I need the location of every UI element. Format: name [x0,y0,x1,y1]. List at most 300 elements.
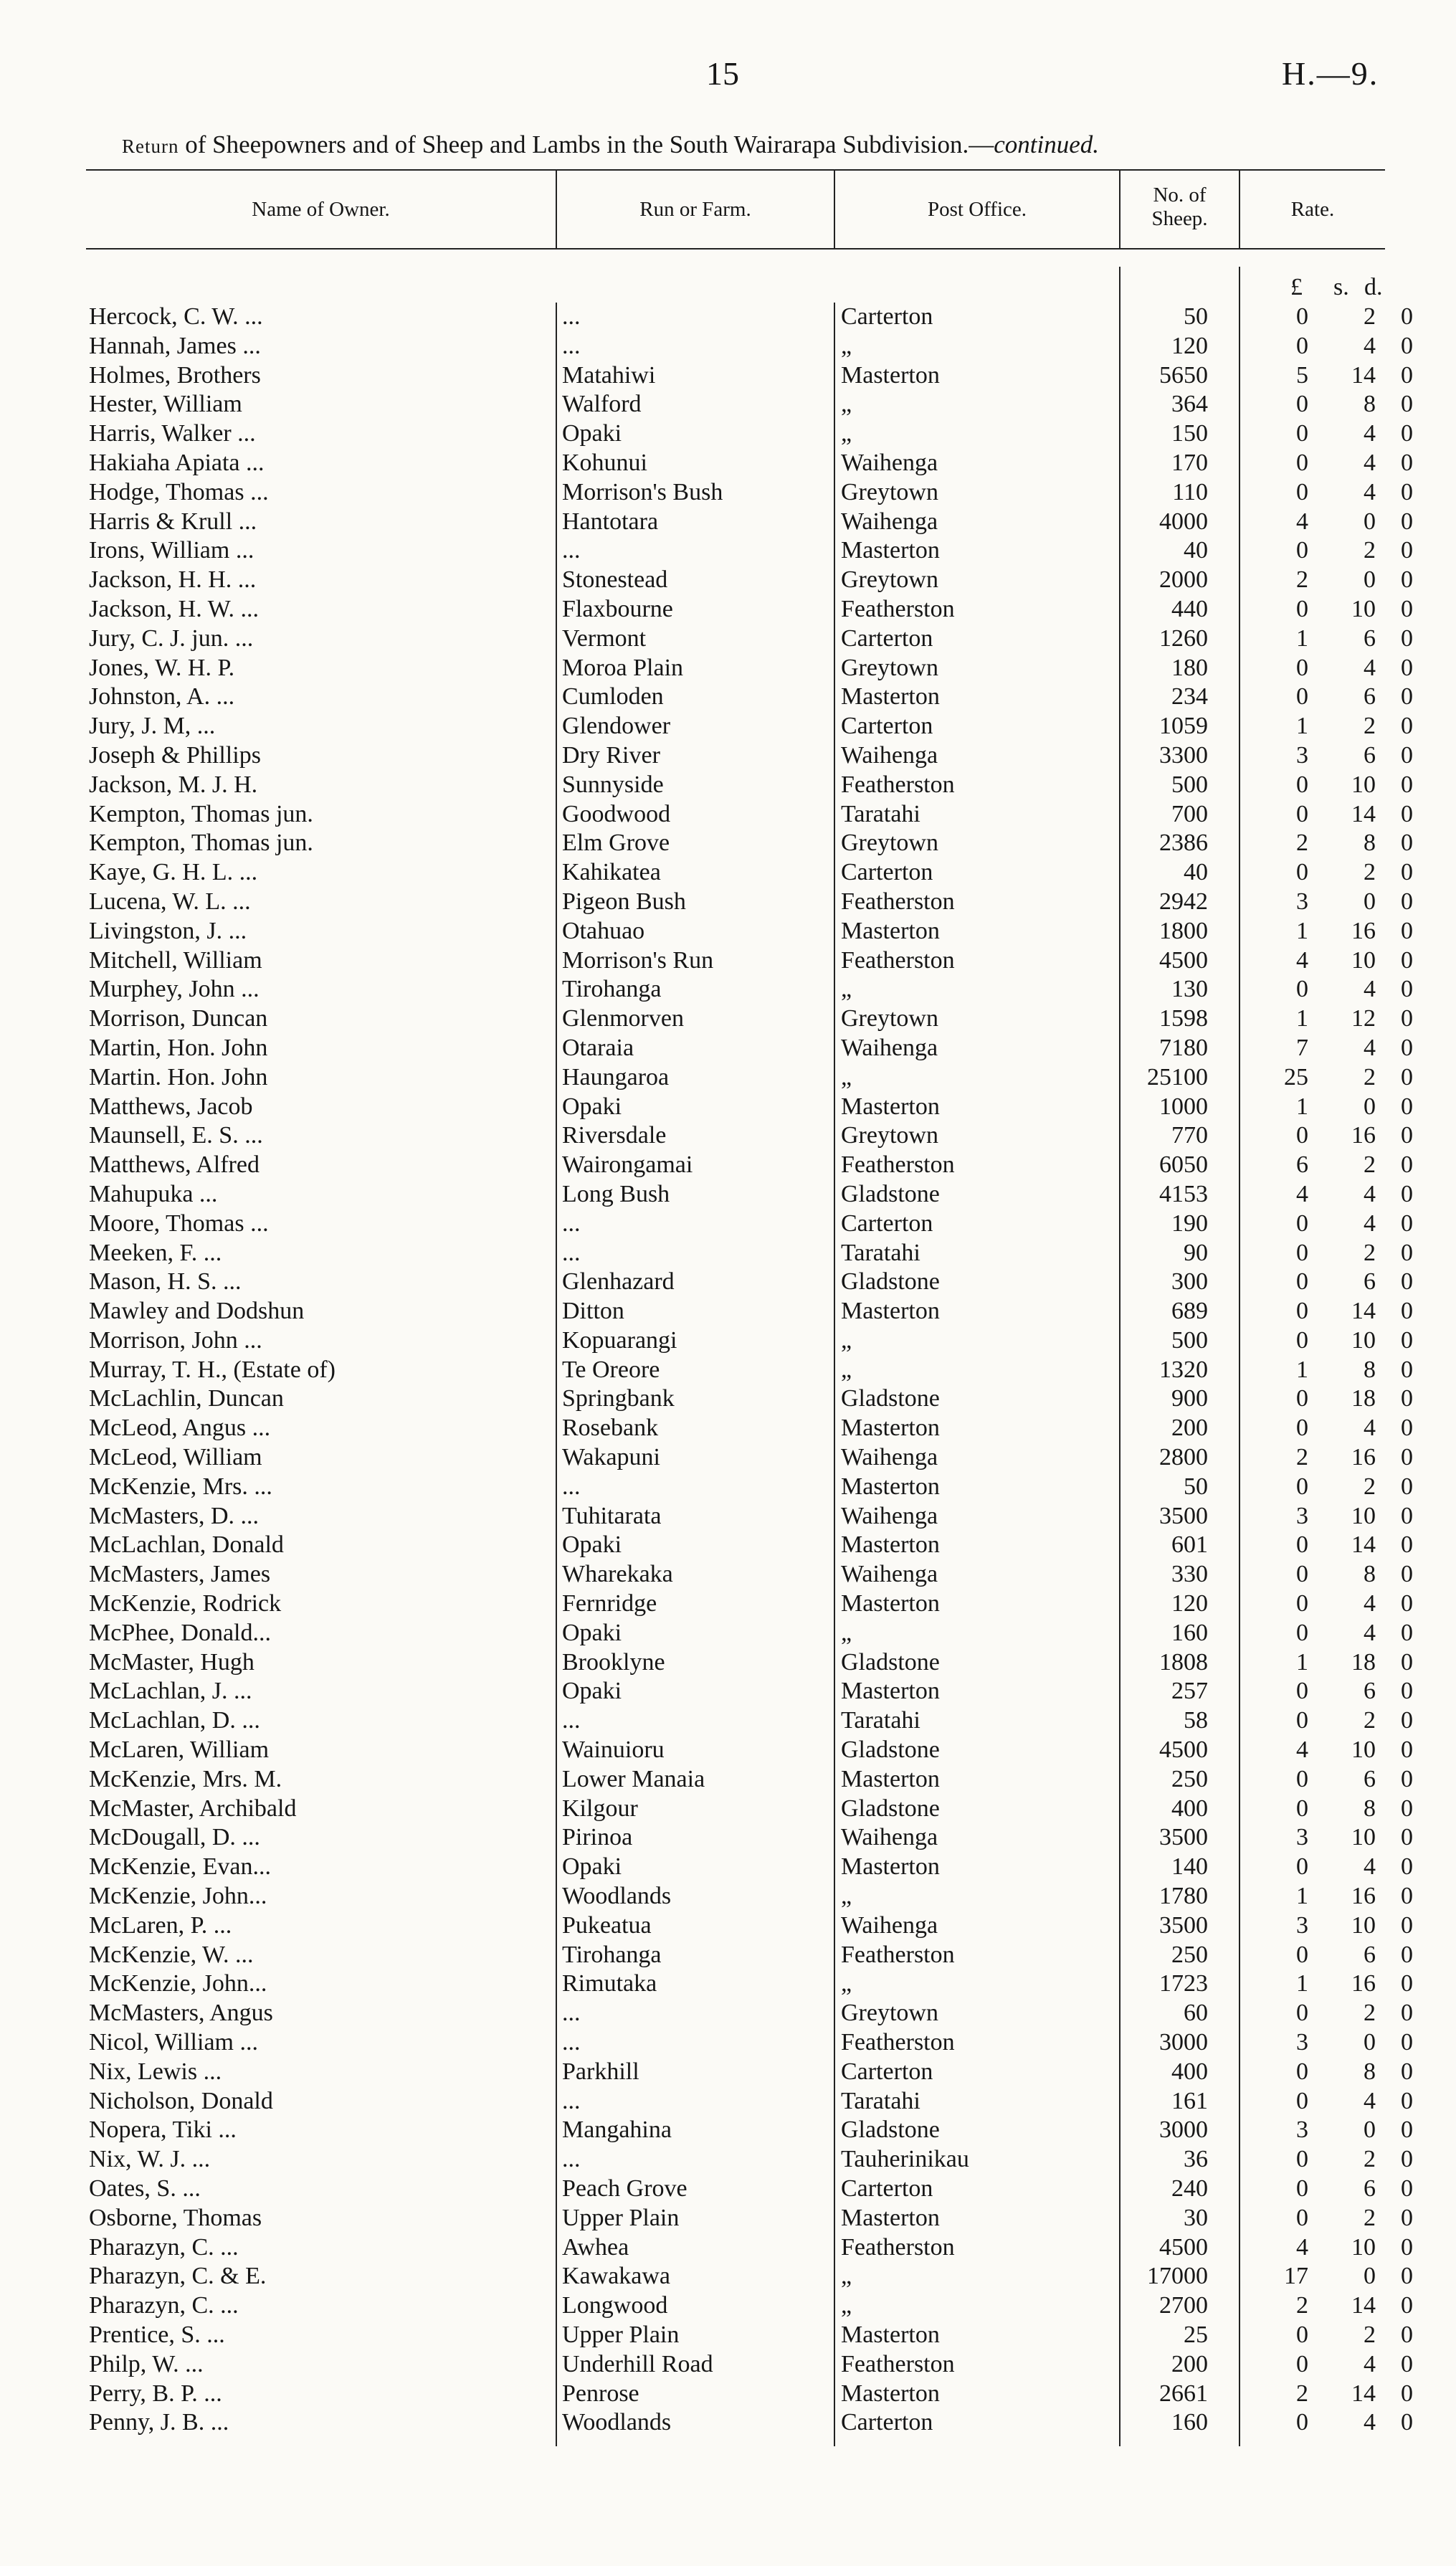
post-office: Carterton [841,2058,933,2085]
rate-pounds: 0 [1296,2175,1308,2202]
rate-shillings: 4 [1364,1415,1376,1442]
run-or-farm: Tuhitarata [562,1502,662,1529]
sheep-count: 2661 [1159,2380,1208,2407]
run-or-farm: ... [562,1239,581,1266]
sheep-count: 1780 [1159,1883,1208,1910]
post-office: Greytown [841,566,938,594]
post-office: Greytown [841,654,938,681]
sheep-count: 1059 [1159,713,1208,740]
table-row [0,1034,1456,1063]
run-or-farm: Underhill Road [562,2350,713,2377]
post-office: „ [841,1970,852,1997]
sheep-count: 1000 [1159,1093,1208,1120]
unit-shillings: s. [1333,274,1349,300]
rate-shillings: 8 [1364,1795,1376,1822]
table-row [0,2408,1456,2438]
column-header-sheep-line1: No. of [1153,184,1207,206]
table-row [0,1063,1456,1093]
table-row [0,1356,1456,1385]
rate-shillings: 10 [1351,1911,1376,1939]
rate-pence: 0 [1401,654,1413,681]
rate-pounds: 0 [1296,1590,1308,1617]
post-office: Gladstone [841,1268,940,1296]
rate-pounds: 0 [1296,1531,1308,1559]
sheep-count: 689 [1171,1298,1208,1325]
table-row [0,741,1456,771]
table-row [0,654,1456,683]
sheep-count: 240 [1171,2175,1208,2202]
rate-pounds: 0 [1296,332,1308,359]
sheep-count: 90 [1184,1239,1208,1266]
rate-shillings: 8 [1364,2058,1376,2085]
post-office: Gladstone [841,2116,940,2144]
rate-pounds: 0 [1296,1561,1308,1588]
post-office: Masterton [841,2380,940,2407]
run-or-farm: Dry River [562,741,660,769]
sheep-count: 2700 [1159,2292,1208,2319]
rate-pounds: 0 [1296,2409,1308,2436]
rate-pounds: 0 [1296,2087,1308,2114]
rate-pounds: 0 [1296,1619,1308,1646]
table-row [0,1999,1456,2028]
sheep-count: 2386 [1159,830,1208,857]
sheep-count: 3500 [1159,1824,1208,1851]
sheep-count: 5650 [1159,361,1208,389]
rate-shillings: 8 [1364,1356,1376,1383]
table-row [0,1531,1456,1560]
sheep-count: 4500 [1159,946,1208,974]
sheep-count: 30 [1184,2204,1208,2231]
rate-pence: 0 [1401,2000,1413,2027]
post-office: Gladstone [841,1180,940,1207]
rate-pounds: 0 [1296,391,1308,418]
table-row [0,975,1456,1004]
rate-pounds: 0 [1296,1326,1308,1354]
run-or-farm: Opaki [562,1619,622,1646]
sheep-count: 257 [1171,1678,1208,1705]
rate-pounds: 0 [1296,654,1308,681]
table-row [0,1180,1456,1210]
sheep-count: 1723 [1159,1970,1208,1997]
table-row [0,624,1456,654]
rate-pence: 0 [1401,2233,1413,2261]
run-or-farm: Parkhill [562,2058,639,2085]
run-or-farm: Rimutaka [562,1970,657,1997]
post-office: Masterton [841,917,940,944]
rate-shillings: 14 [1351,800,1376,827]
rate-pence: 0 [1401,1853,1413,1881]
run-or-farm: Opaki [562,1093,622,1120]
rate-pounds: 3 [1296,888,1308,915]
table-row [0,449,1456,478]
owner-name: McLachlan, D. ... [89,1707,260,1734]
sheep-count: 50 [1184,1473,1208,1500]
rate-pounds: 0 [1296,1122,1308,1149]
rate-shillings: 6 [1364,1941,1376,1968]
sheep-count: 150 [1171,420,1208,447]
run-or-farm: ... [562,303,581,330]
owner-name: Hakiaha Apiata ... [89,449,265,476]
sheep-count: 58 [1184,1707,1208,1734]
owner-name: Mahupuka ... [89,1180,218,1207]
rate-pence: 0 [1401,1444,1413,1471]
run-or-farm: Stonestead [562,566,668,594]
rate-shillings: 6 [1364,1678,1376,1705]
owner-name: Holmes, Brothers [89,361,261,389]
rate-pounds: 2 [1296,2292,1308,2319]
run-or-farm: Tirohanga [562,976,662,1003]
owner-name: Oates, S. ... [89,2175,201,2202]
rate-shillings: 6 [1364,624,1376,652]
sheep-count: 234 [1171,683,1208,711]
post-office: Gladstone [841,1736,940,1764]
rate-pence: 0 [1401,2204,1413,2231]
owner-name: McLachlan, J. ... [89,1678,252,1705]
owner-name: McKenzie, Evan... [89,1853,271,1881]
post-office: Featherston [841,1941,955,1968]
rate-pounds: 0 [1296,1941,1308,1968]
rate-pounds: 0 [1296,771,1308,798]
rate-pounds: 0 [1296,1415,1308,1442]
rate-pence: 0 [1401,1824,1413,1851]
rate-pounds: 0 [1296,420,1308,447]
rate-pounds: 3 [1296,2116,1308,2144]
run-or-farm: Kahikatea [562,859,661,886]
owner-name: McMaster, Hugh [89,1648,254,1676]
sheep-count: 50 [1184,303,1208,330]
rate-shillings: 6 [1364,683,1376,711]
run-or-farm: Otaraia [562,1034,634,1061]
table-row [0,2233,1456,2263]
unit-pounds: £ [1290,274,1303,300]
table-row [0,1121,1456,1151]
owner-name: Mason, H. S. ... [89,1268,242,1296]
sheep-count: 160 [1171,2409,1208,2436]
run-or-farm: Glendower [562,713,671,740]
rate-pounds: 2 [1296,566,1308,594]
rate-pence: 0 [1401,1063,1413,1090]
rate-shillings: 12 [1351,1005,1376,1032]
post-office: „ [841,420,852,447]
sheep-count: 40 [1184,859,1208,886]
rate-shillings: 2 [1364,2321,1376,2348]
table-row [0,771,1456,800]
rate-shillings: 4 [1364,2409,1376,2436]
rate-shillings: 2 [1364,713,1376,740]
run-or-farm: Otahuao [562,917,645,944]
rate-pounds: 4 [1296,2233,1308,2261]
sheep-count: 3500 [1159,1911,1208,1939]
run-or-farm: Te Oreore [562,1356,660,1383]
owner-name: McMasters, James [89,1561,271,1588]
rate-pence: 0 [1401,2087,1413,2114]
rate-shillings: 2 [1364,1151,1376,1179]
post-office: „ [841,1619,852,1646]
post-office: Featherston [841,771,955,798]
table-row [0,2291,1456,2321]
rate-pounds: 2 [1296,830,1308,857]
sheep-count: 3500 [1159,1502,1208,1529]
rate-shillings: 2 [1364,1473,1376,1500]
sheep-count: 4153 [1159,1180,1208,1207]
sheep-count: 3300 [1159,741,1208,769]
rate-shillings: 10 [1351,771,1376,798]
rate-pounds: 0 [1296,537,1308,564]
sheep-count: 60 [1184,2000,1208,2027]
post-office: Masterton [841,2204,940,2231]
rate-pounds: 0 [1296,1385,1308,1412]
table-row [0,1297,1456,1326]
rate-shillings: 10 [1351,1824,1376,1851]
table-row [0,1414,1456,1443]
rate-pence: 0 [1401,1883,1413,1910]
rate-shillings: 14 [1351,1531,1376,1559]
rate-shillings: 10 [1351,1326,1376,1354]
rate-shillings: 4 [1364,1210,1376,1237]
rate-pounds: 1 [1296,1970,1308,1997]
rate-shillings: 4 [1364,654,1376,681]
table-row [0,2058,1456,2087]
post-office: Waihenga [841,449,938,476]
rate-shillings: 14 [1351,2292,1376,2319]
rate-pounds: 3 [1296,1824,1308,1851]
rate-shillings: 16 [1351,1444,1376,1471]
owner-name: Osborne, Thomas [89,2204,262,2231]
post-office: Gladstone [841,1795,940,1822]
owner-name: Nix, Lewis ... [89,2058,222,2085]
table-row [0,888,1456,917]
rate-pence: 0 [1401,946,1413,974]
table-row [0,1326,1456,1356]
owner-name: McMasters, Angus [89,2000,273,2027]
rate-shillings: 16 [1351,917,1376,944]
rate-pence: 0 [1401,449,1413,476]
rate-pounds: 0 [1296,1268,1308,1296]
run-or-farm: Flaxbourne [562,595,673,622]
run-or-farm: ... [562,2000,581,2027]
rate-pounds: 1 [1296,1356,1308,1383]
sheep-count: 6050 [1159,1151,1208,1179]
rate-pounds: 0 [1296,1795,1308,1822]
table-row [0,1443,1456,1473]
owner-name: Kempton, Thomas jun. [89,830,313,857]
sheep-count: 2800 [1159,1444,1208,1471]
table-row [0,2350,1456,2380]
table-row [0,1911,1456,1941]
rate-pounds: 1 [1296,1093,1308,1120]
owner-name: Jury, C. J. jun. ... [89,624,254,652]
table-row [0,1882,1456,1911]
run-or-farm: Kopuarangi [562,1326,677,1354]
rate-pence: 0 [1401,1415,1413,1442]
run-or-farm: Opaki [562,1853,622,1881]
rate-shillings: 10 [1351,946,1376,974]
sheep-count: 190 [1171,1210,1208,1237]
rate-pounds: 0 [1296,2350,1308,2377]
sheep-count: 25100 [1147,1063,1208,1090]
rate-shillings: 2 [1364,859,1376,886]
rate-shillings: 10 [1351,1736,1376,1764]
title-return-word: Return [122,136,179,157]
table-row [0,2204,1456,2233]
run-or-farm: Opaki [562,1678,622,1705]
table-row [0,1502,1456,1531]
rate-pence: 0 [1401,478,1413,505]
rate-pence: 0 [1401,800,1413,827]
run-or-farm: Haungaroa [562,1063,670,1090]
rate-pounds: 0 [1296,1239,1308,1266]
rate-pounds: 0 [1296,1298,1308,1325]
owner-name: Morrison, John ... [89,1326,262,1354]
rate-pence: 0 [1401,624,1413,652]
table-row [0,1795,1456,1824]
owner-name: McLachlin, Duncan [89,1385,284,1412]
document-code: H.—9. [1282,55,1379,92]
sheep-count: 1320 [1159,1356,1208,1383]
table-row [0,2087,1456,2116]
unit-pence: d. [1364,274,1383,300]
run-or-farm: Mangahina [562,2116,672,2144]
run-or-farm: Walford [562,391,642,418]
rate-pounds: 0 [1296,1473,1308,1500]
table-row [0,332,1456,361]
rate-pounds: 5 [1296,361,1308,389]
rate-pence: 0 [1401,2409,1413,2436]
owner-name: Pharazyn, C. ... [89,2292,239,2319]
rate-shillings: 4 [1364,1180,1376,1207]
table-row [0,566,1456,595]
rate-pence: 0 [1401,1941,1413,1968]
rate-pounds: 1 [1296,917,1308,944]
rate-pence: 0 [1401,1678,1413,1705]
rate-pounds: 0 [1296,303,1308,330]
column-header-post: Post Office. [927,198,1027,221]
post-office: „ [841,2263,852,2290]
rate-pence: 0 [1401,1619,1413,1646]
rate-pounds: 0 [1296,1765,1308,1792]
rate-pence: 0 [1401,1707,1413,1734]
run-or-farm: Wakapuni [562,1444,660,1471]
sheep-count: 25 [1184,2321,1208,2348]
table-row [0,1941,1456,1970]
rate-pounds: 25 [1284,1063,1308,1090]
run-or-farm: Cumloden [562,683,664,711]
owner-name: Penny, J. B. ... [89,2409,229,2436]
rate-pence: 0 [1401,1473,1413,1500]
rate-pence: 0 [1401,1561,1413,1588]
table-row [0,1004,1456,1034]
sheep-count: 900 [1171,1385,1208,1412]
rate-pence: 0 [1401,1122,1413,1149]
rate-shillings: 6 [1364,1268,1376,1296]
sheep-count: 440 [1171,595,1208,622]
owner-name: Murray, T. H., (Estate of) [89,1356,336,1383]
rate-shillings: 0 [1364,2263,1376,2290]
rate-shillings: 2 [1364,1707,1376,1734]
owner-name: Martin. Hon. John [89,1063,268,1090]
rate-pence: 0 [1401,595,1413,622]
post-office: Masterton [841,1678,940,1705]
run-or-farm: Rosebank [562,1415,659,1442]
rate-pence: 0 [1401,1385,1413,1412]
rate-pence: 0 [1401,303,1413,330]
post-office: Carterton [841,859,933,886]
run-or-farm: Ditton [562,1298,624,1325]
run-or-farm: Pigeon Bush [562,888,686,915]
table-row [0,2175,1456,2204]
run-or-farm: Glenhazard [562,1268,675,1296]
run-or-farm: ... [562,2029,581,2056]
rate-shillings: 8 [1364,1561,1376,1588]
rate-pounds: 0 [1296,800,1308,827]
rate-pence: 0 [1401,1648,1413,1676]
table-row [0,1648,1456,1678]
owner-name: Prentice, S. ... [89,2321,225,2348]
owner-name: Pharazyn, C. & E. [89,2263,267,2290]
post-office: Masterton [841,1853,940,1881]
post-office: Waihenga [841,1911,938,1939]
sheep-count: 161 [1171,2087,1208,2114]
owner-name: McLaren, William [89,1736,270,1764]
owner-name: Kempton, Thomas jun. [89,800,313,827]
rate-pence: 0 [1401,2146,1413,2173]
rate-pence: 0 [1401,2263,1413,2290]
sheep-count: 17000 [1147,2263,1208,2290]
post-office: Masterton [841,1590,940,1617]
rate-pence: 0 [1401,2029,1413,2056]
table-row [0,917,1456,946]
rate-shillings: 16 [1351,1883,1376,1910]
run-or-farm: Opaki [562,420,622,447]
post-office: Carterton [841,2175,933,2202]
owner-name: Joseph & Phillips [89,741,261,769]
post-office: Taratahi [841,1707,920,1734]
post-office: Masterton [841,1473,940,1500]
rate-pence: 0 [1401,917,1413,944]
run-or-farm: Long Bush [562,1180,670,1207]
run-or-farm: Goodwood [562,800,671,827]
header-top-rule [86,169,1385,171]
rate-pounds: 0 [1296,2000,1308,2027]
run-or-farm: ... [562,1473,581,1500]
rate-pounds: 2 [1296,1444,1308,1471]
column-header-name: Name of Owner. [252,198,390,221]
post-office: Masterton [841,683,940,711]
sheep-count: 4500 [1159,1736,1208,1764]
rate-pounds: 3 [1296,1502,1308,1529]
run-or-farm: Opaki [562,1531,622,1559]
rate-pounds: 0 [1296,2146,1308,2173]
table-row [0,1384,1456,1414]
owner-name: Martin, Hon. John [89,1034,268,1061]
table-title [122,130,1099,159]
run-or-farm: Wainuioru [562,1736,665,1764]
rate-shillings: 8 [1364,391,1376,418]
rate-pence: 0 [1401,976,1413,1003]
table-row [0,2321,1456,2350]
owner-name: McKenzie, John... [89,1883,267,1910]
post-office: Greytown [841,1005,938,1032]
rate-pounds: 0 [1296,2058,1308,2085]
post-office: Carterton [841,303,933,330]
rate-pounds: 0 [1296,1853,1308,1881]
run-or-farm: Springbank [562,1385,675,1412]
rate-pence: 0 [1401,361,1413,389]
owner-name: McMasters, D. ... [89,1502,260,1529]
post-office: Featherston [841,946,955,974]
rate-shillings: 16 [1351,1970,1376,1997]
rate-pence: 0 [1401,2380,1413,2407]
